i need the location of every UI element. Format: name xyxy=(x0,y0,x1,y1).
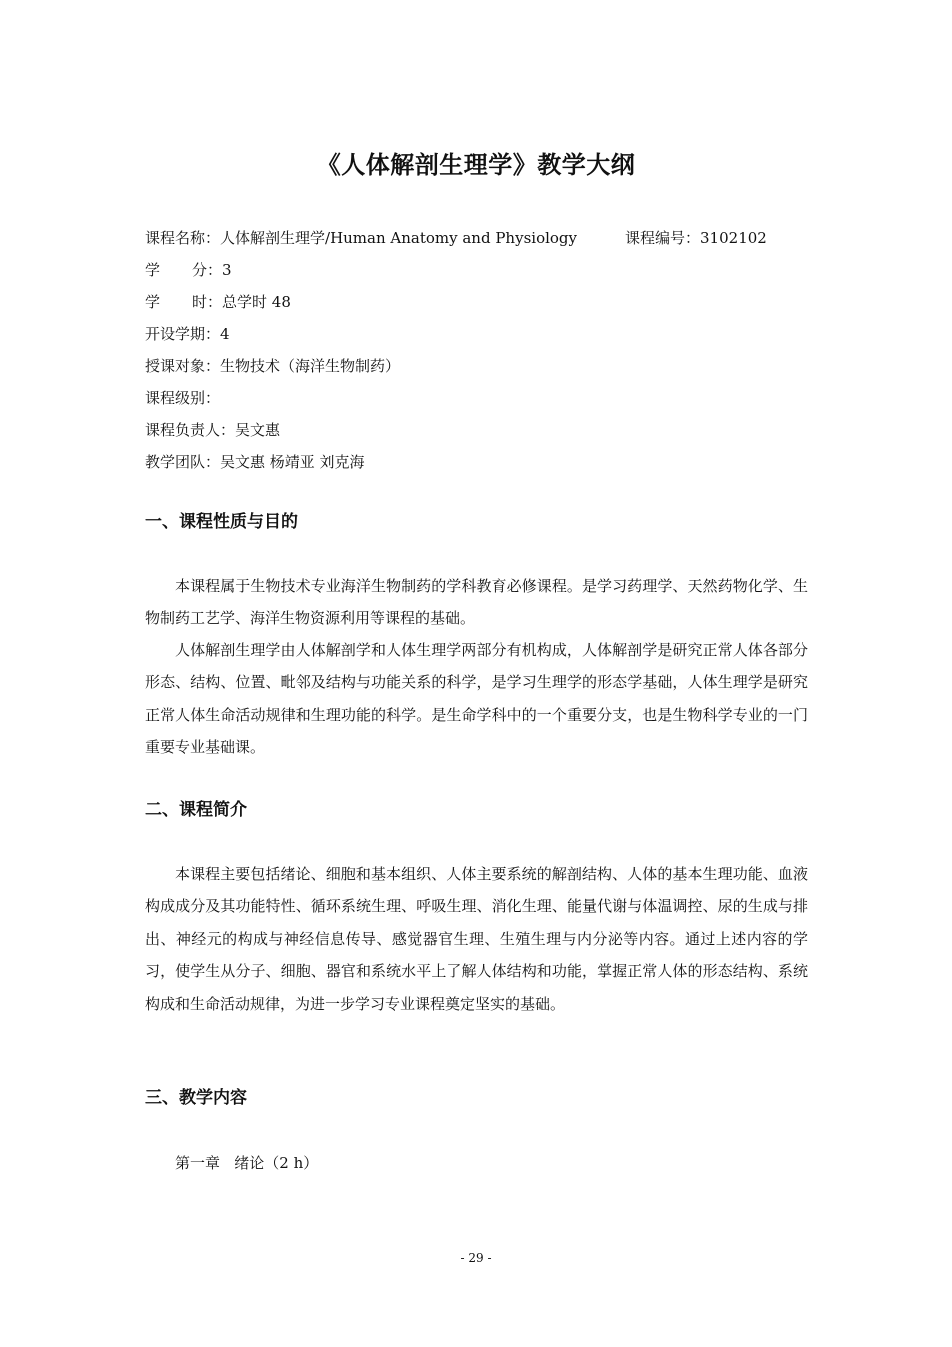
course-name-label: 课程名称： xyxy=(145,229,221,247)
chapter-line: 第一章 绪论（2 h） xyxy=(175,1154,319,1172)
level-row xyxy=(145,382,815,414)
semester-row xyxy=(145,318,815,350)
paragraph-nature-2: 人体解剖生理学由人体解剖学和人体生理学两部分有机构成，人体解剖学是研究正常人体各部分形态、结构、位置、毗邻及结构与功能关系的科学，是学习生理学的形态学基础，人体生理学是研究正常人体生命活动规律和生理功能的科学。是生命学科中的一个重要分支，也是生物科学专业的一门重要专业基础课。 xyxy=(145,641,808,757)
hours-row xyxy=(145,286,815,318)
course-code xyxy=(625,222,767,254)
section-heading-content: 三、教学内容 xyxy=(145,1088,247,1108)
team-value: 吴文惠 杨靖亚 刘克海 xyxy=(220,453,365,471)
audience-label: 授课对象： xyxy=(145,357,221,375)
section-heading-nature: 一、课程性质与目的 xyxy=(145,512,298,532)
leader-label: 课程负责人： xyxy=(145,421,236,439)
team-label: 教学团队： xyxy=(145,453,221,471)
section-heading-intro: 二、课程简介 xyxy=(145,800,247,820)
credit-value: 3 xyxy=(222,261,232,279)
leader-value: 吴文惠 xyxy=(235,421,281,439)
audience-row xyxy=(145,350,815,382)
credit-colon: ： xyxy=(207,261,223,279)
paragraph-intro-1: 本课程主要包括绪论、细胞和基本组织、人体主要系统的解剖结构、人体的基本生理功能、血液构成成分及其功能特性、循环系统生理、呼吸生理、消化生理、能量代谢与体温调控、尿的生成与排出、神经元的构成与神经信息传导、感觉器官生理、生殖生理与内分泌等内容。通过上述内容的学习，使学生从分子、细胞、器官和系统水平上了解人体结构和功能，掌握正常人体的形态结构、系统构成和生命活动规律，为进一步学习专业课程奠定坚实的基础。 xyxy=(145,865,808,1013)
paragraph-nature-1: 本课程属于生物技术专业海洋生物制药的学科教育必修课程。是学习药理学、天然药物化学、生物制药工艺学、海洋生物资源利用等课程的基础。 xyxy=(145,577,808,628)
course-code-value: 3102102 xyxy=(700,229,767,247)
credit-row xyxy=(145,254,815,286)
course-info-block xyxy=(145,222,815,478)
document-title: 《人体解剖生理学》教学大纲 xyxy=(316,151,636,179)
level-label: 课程级别： xyxy=(145,389,221,407)
hours-value: 总学时 48 xyxy=(222,293,291,311)
audience-value: 生物技术（海洋生物制药） xyxy=(220,357,401,375)
hours-colon: ： xyxy=(207,293,223,311)
credit-label: 学分 xyxy=(145,261,207,279)
semester-value: 4 xyxy=(220,325,230,343)
course-name-row xyxy=(145,222,815,254)
leader-row xyxy=(145,414,815,446)
course-name-value: 人体解剖生理学/Human Anatomy and Physiology xyxy=(220,229,577,247)
semester-label: 开设学期： xyxy=(145,325,221,343)
course-code-label: 课程编号： xyxy=(625,229,701,247)
hours-label: 学时 xyxy=(145,293,207,311)
page-number: - 29 - xyxy=(460,1251,492,1265)
team-row xyxy=(145,446,815,478)
